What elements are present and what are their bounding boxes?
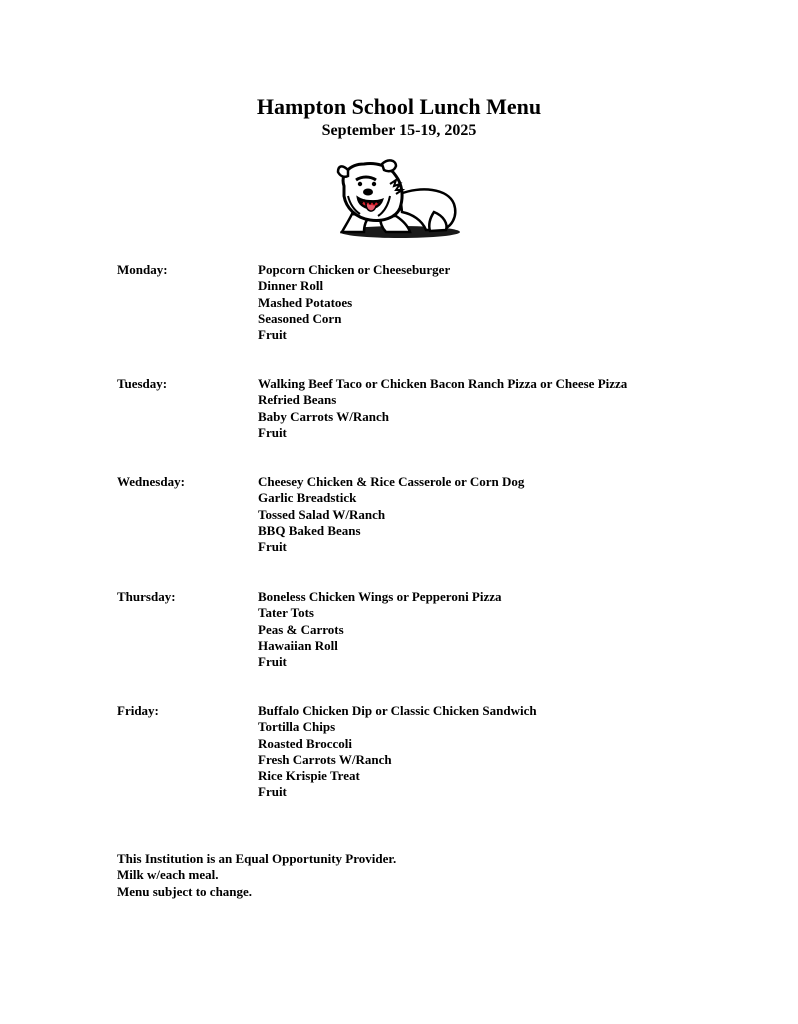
menu-item: Rice Krispie Treat [258, 768, 360, 784]
day-label: Wednesday: [117, 474, 185, 489]
menu-change-note: Menu subject to change. [117, 883, 253, 899]
menu-date-range: September 15-19, 2025 [321, 122, 477, 139]
menu-item: Garlic Breadstick [258, 490, 357, 506]
menu-item: Dinner Roll [258, 278, 324, 294]
day-label: Tuesday: [117, 376, 168, 391]
menu-item: Hawaiian Roll [258, 637, 338, 653]
menu-item-list [258, 474, 524, 555]
menu-item: Fruit [258, 424, 287, 440]
page-title: Hampton School Lunch Menu [256, 94, 542, 119]
menu-item: Fruit [258, 654, 287, 670]
equal-opportunity-note: This Institution is an Equal Opportunity Provider. [117, 851, 397, 866]
milk-note: Milk w/each meal. [117, 867, 219, 883]
day-label: Monday: [117, 262, 168, 277]
day-label: Thursday: [117, 589, 176, 604]
menu-item: Tossed Salad W/Ranch [258, 506, 386, 522]
menu-item: Boneless Chicken Wings or Pepperoni Pizza [258, 589, 502, 604]
menu-item: BBQ Baked Beans [258, 522, 361, 538]
menu-item: Buffalo Chicken Dip or Classic Chicken Sandwich [258, 703, 537, 718]
day-label: Friday: [117, 703, 159, 718]
menu-item: Tortilla Chips [258, 719, 336, 735]
footer-notes [117, 851, 396, 900]
menu-item: Fresh Carrots W/Ranch [258, 751, 392, 767]
bulldog-mascot-icon [330, 156, 466, 240]
menu-item-list [258, 589, 502, 670]
menu-item: Cheesey Chicken & Rice Casserole or Corn Dog [258, 474, 525, 489]
menu-item: Refried Beans [258, 392, 337, 408]
menu-item-list [258, 262, 450, 343]
menu-item: Fruit [258, 784, 287, 800]
menu-item-list [258, 703, 537, 801]
menu-item: Baby Carrots W/Ranch [258, 408, 389, 424]
menu-item: Mashed Potatoes [258, 294, 353, 310]
menu-item: Fruit [258, 327, 287, 343]
menu-item: Roasted Broccoli [258, 735, 352, 751]
menu-item: Peas & Carrots [258, 621, 344, 637]
menu-item: Tater Tots [258, 605, 314, 621]
menu-item-list [258, 376, 627, 441]
menu-item: Seasoned Corn [258, 310, 342, 326]
menu-item: Popcorn Chicken or Cheeseburger [258, 262, 451, 277]
menu-item: Walking Beef Taco or Chicken Bacon Ranch Pizza or Cheese Pizza [258, 376, 628, 391]
menu-item: Fruit [258, 539, 287, 555]
